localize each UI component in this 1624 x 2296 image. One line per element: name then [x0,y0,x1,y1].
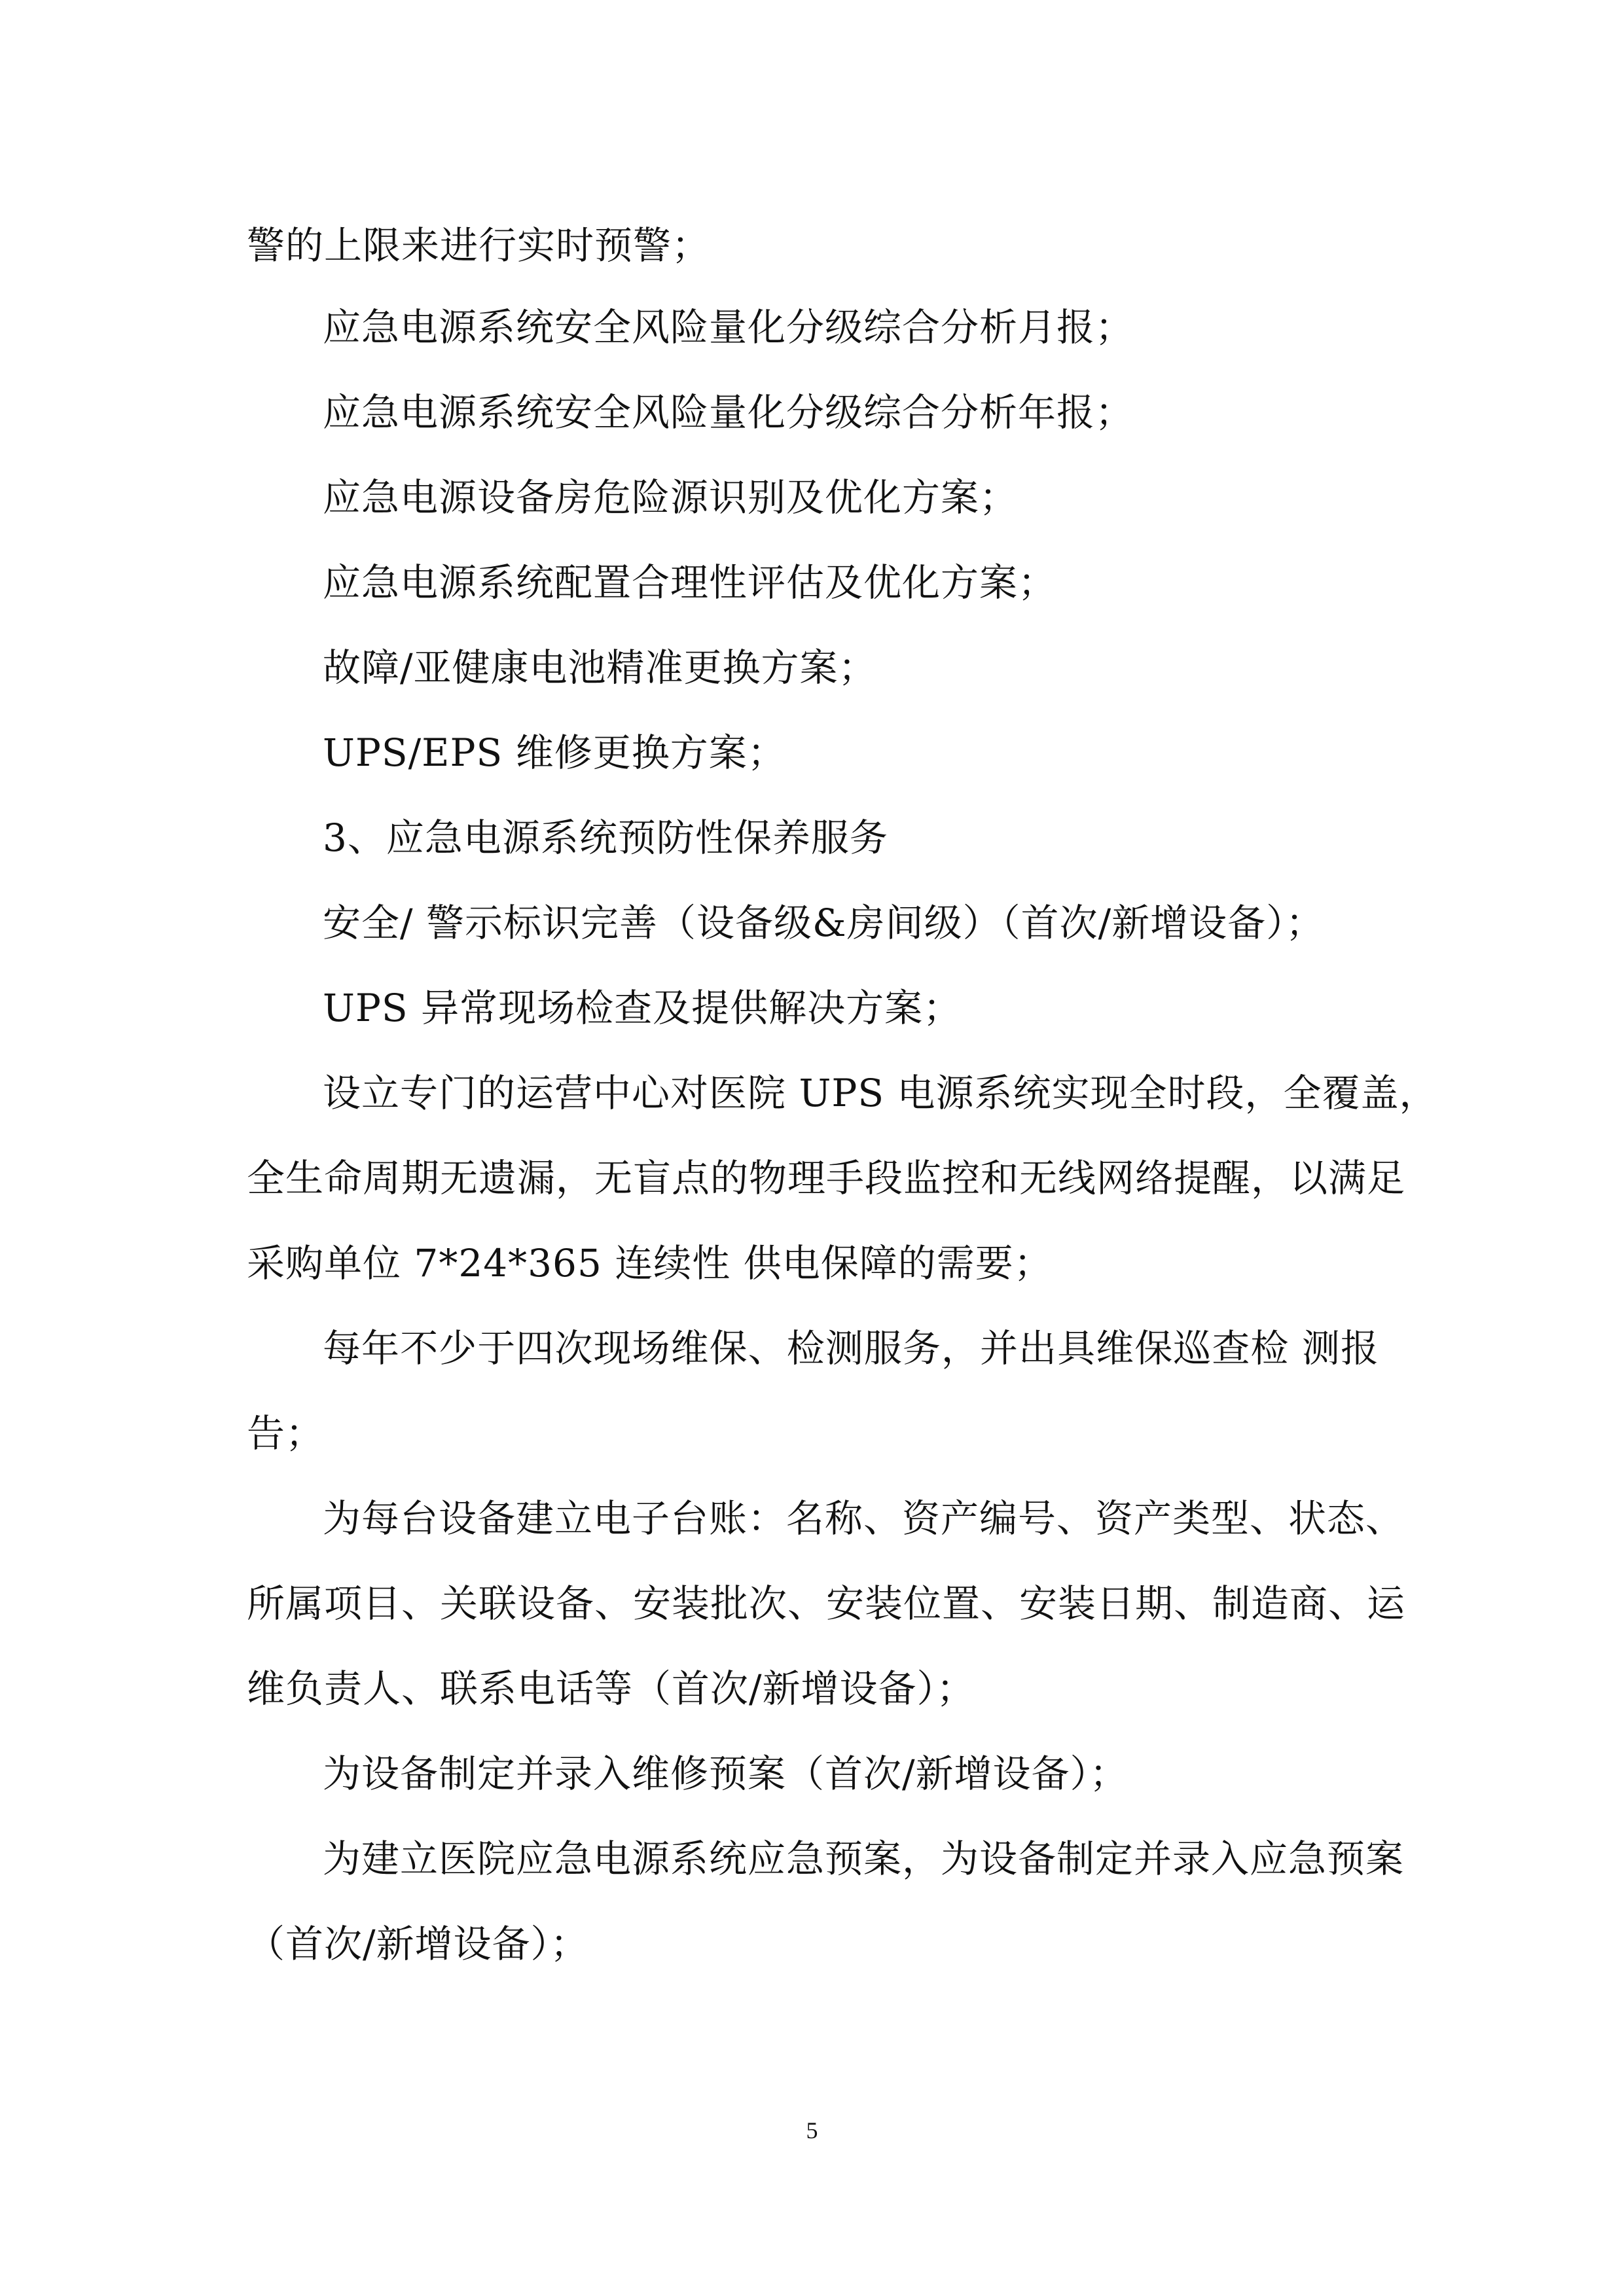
text-line-16: 为每台设备建立电子台账：名称、资产编号、资产类型、状态、 [323,1496,1405,1541]
text-line-2: 应急电源系统安全风险量化分级综合分析月报； [323,305,1134,350]
text-line-11: 设立专门的运营中心对医院 UPS 电源系统实现全时段，全覆盖， [323,1071,1438,1115]
text-line-14: 每年不少于四次现场维保、检测服务，并出具维保巡查检 测报 [323,1326,1379,1371]
text-line-13: 采购单位 7*24*365 连续性 供电保障的需要； [247,1241,1053,1285]
text-line-21: （首次/新增设备）； [247,1922,589,1966]
page-number: 5 [806,2117,818,2144]
text-line-1: 警的上限来进行实时预警； [247,223,711,268]
text-line-20: 为建立医院应急电源系统应急预案，为设备制定并录入应急预案 [323,1837,1405,1881]
text-line-3: 应急电源系统安全风险量化分级综合分析年报； [323,390,1134,435]
text-line-12: 全生命周期无遗漏，无盲点的物理手段监控和无线网络提醒，以满足 [247,1156,1406,1200]
text-line-5: 应急电源系统配置合理性评估及优化方案； [323,560,1057,605]
text-line-15: 告； [247,1411,325,1456]
text-line-17: 所属项目、关联设备、安装批次、安装位置、安装日期、制造商、运 [247,1581,1406,1626]
text-line-10: UPS 异常现场检查及提供解决方案； [323,986,962,1030]
text-line-19: 为设备制定并录入维修预案（首次/新增设备）； [323,1751,1128,1796]
section-heading: 3、应急电源系统预防性保养服务 [323,816,888,860]
text-line-18: 维负责人、联系电话等（首次/新增设备）； [247,1666,975,1711]
text-line-7: UPS/EPS 维修更换方案； [323,730,786,775]
text-line-6: 故障/亚健康电池精准更换方案； [323,645,877,690]
text-line-4: 应急电源设备房危险源识别及优化方案； [323,475,1019,520]
text-line-9: 安全/ 警示标识完善（设备级&房间级）（首次/新增设备）； [323,901,1325,945]
